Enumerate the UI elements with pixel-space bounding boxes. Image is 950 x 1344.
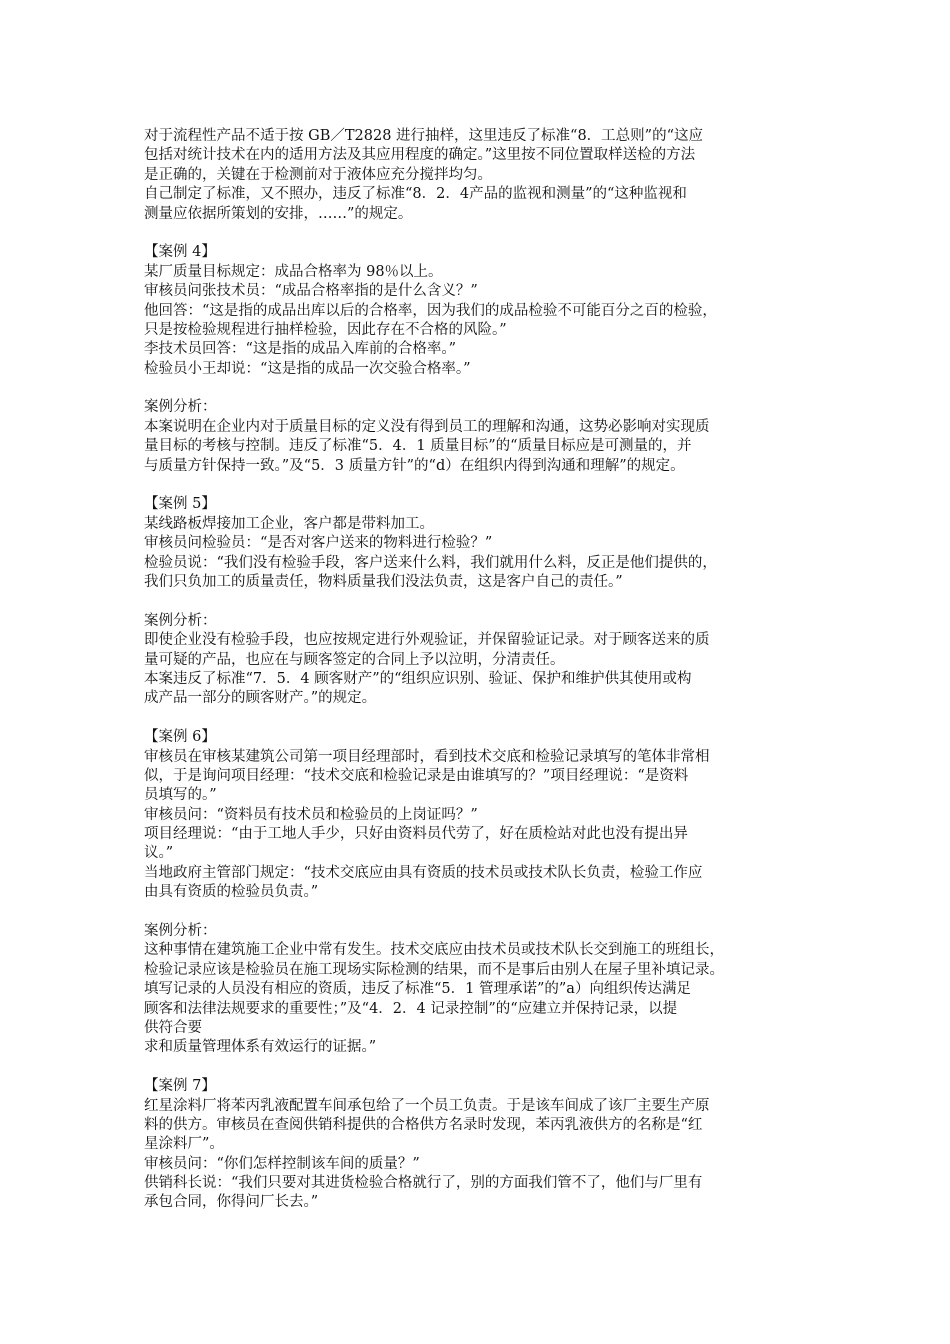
paragraph — [144, 398, 809, 417]
text-line: 对于流程性产品不适于按 GB／T2828 进行抽样，这里违反了标准“8．工总则”的“这应 — [144, 128, 703, 144]
text-line: 审核员问检验员：“是否对客户送来的物料进行检验？” — [144, 535, 493, 552]
paragraph — [144, 534, 809, 553]
text-line: 【案例 7】 — [144, 1078, 216, 1095]
text-line: 他回答：“这是指的成品出库以后的合格率，因为我们的成品检验不可能百分之百的检验， — [144, 302, 717, 319]
blank-line — [144, 709, 809, 728]
text-line: 承包合同，你得问厂长去。” — [144, 1194, 319, 1211]
text-line: 审核员问张技术员：“成品合格率指的是什么含义？” — [144, 283, 478, 300]
paragraph — [144, 941, 809, 1038]
text-line: 供符合要 — [144, 1019, 202, 1036]
paragraph — [144, 631, 809, 670]
text-line: 红星涂料厂将苯丙乳液配置车间承包给了一个员工负责。于是该车间成了该厂主要生产原 — [144, 1097, 710, 1114]
text-line: 议。” — [144, 845, 174, 862]
blank-line — [144, 903, 809, 922]
text-line: 审核员问：“你们怎样控制该车间的质量？” — [144, 1155, 420, 1172]
paragraph — [144, 1097, 809, 1155]
paragraph — [144, 554, 809, 593]
text-line: 这种事情在建筑施工企业中常有发生。技术交底应由技术员或技术队长交到施工的班组长， — [144, 942, 724, 959]
text-line: 即使企业没有检验手段，也应按规定进行外观验证，并保留验证记录。对于顾客送来的质 — [144, 632, 710, 649]
text-line: 某线路板焊接加工企业，客户都是带料加工。 — [144, 515, 434, 532]
paragraph — [144, 340, 809, 359]
paragraph — [144, 1174, 809, 1213]
text-line: 项目经理说：“由于工地人手少，只好由资料员代劳了，好在质检站对此也没有提出异 — [144, 826, 688, 843]
paragraph — [144, 243, 809, 262]
paragraph — [144, 1077, 809, 1096]
text-line: 当地政府主管部门规定：“技术交底应由具有资质的技术员或技术队长负责，检验工作应 — [144, 864, 703, 881]
paragraph — [144, 360, 809, 379]
text-line: 本案违反了标准“7．5．4 顾客财产”的“组织应识别、验证、保护和维护供其使用或构 — [144, 670, 692, 687]
text-line: 量目标的考核与控制。违反了标准“5．4．1 质量目标”的“质量目标应是可测量的，并 — [144, 438, 692, 455]
blank-line — [144, 592, 809, 611]
text-line: 【案例 4】 — [144, 244, 216, 261]
text-line: 某厂质量目标规定：成品合格率为 98％以上。 — [144, 263, 443, 280]
text-line: 自己制定了标准，又不照办，违反了标准“8．2．4产品的监视和测量”的“这种监视和 — [144, 186, 687, 203]
blank-line — [144, 1058, 809, 1077]
text-line: 料的供方。审核员在查阅供销科提供的合格供方名录时发现，苯丙乳液供方的名称是“红 — [144, 1116, 703, 1133]
text-line: 审核员问：“资料员有技术员和检验员的上岗证吗？” — [144, 806, 478, 823]
text-line: 检验员小王却说：“这是指的成品一次交验合格率。” — [144, 360, 471, 377]
paragraph — [144, 302, 809, 341]
paragraph — [144, 922, 809, 941]
text-line: 顾客和法律法规要求的重要性；”及“4．2．4 记录控制”的“应建立并保持记录，以提 — [144, 1000, 678, 1017]
paragraph — [144, 1155, 809, 1174]
text-line: 是正确的，关键在于检测前对于液体应充分搅拌均匀。 — [144, 166, 492, 183]
text-line: 检验员说：“我们没有检验手段，客户送来什么料，我们就用什么料，反正是他们提供的， — [144, 554, 717, 571]
paragraph — [144, 806, 809, 825]
paragraph — [144, 612, 809, 631]
text-line: 成产品一部分的顾客财产。”的规定。 — [144, 690, 377, 707]
paragraph — [144, 282, 809, 301]
text-line: 案例分析： — [144, 923, 217, 940]
paragraph — [144, 728, 809, 747]
text-line: 本案说明在企业内对于质量目标的定义没有得到员工的理解和沟通，这势必影响对实现质 — [144, 418, 710, 435]
text-line: 李技术员回答：“这是指的成品入库前的合格率。” — [144, 341, 457, 358]
text-line: 似，于是询问项目经理：“技术交底和检验记录是由谁填写的？”项目经理说：“是资料 — [144, 767, 689, 784]
paragraph — [144, 495, 809, 514]
text-line: 填写记录的人员没有相应的资质，违反了标准“5．1 管理承诺”的”a）向组织传达满足 — [144, 981, 691, 998]
text-line: 只是按检验规程进行抽样检验，因此存在不合格的风险。” — [144, 321, 507, 338]
blank-line — [144, 476, 809, 495]
text-line: 星涂料厂”。 — [144, 1136, 224, 1153]
paragraph — [144, 748, 809, 806]
text-line: 我们只负加工的质量责任，物料质量我们没法负责，这是客户自己的责任。” — [144, 573, 623, 590]
text-line: 与质量方针保持一致。”及“5．3 质量方针”的“d）在组织内得到沟通和理解”的规定。 — [144, 457, 685, 474]
paragraph — [144, 670, 809, 709]
document-page — [144, 127, 809, 1213]
text-line: 案例分析： — [144, 612, 217, 629]
text-line: 检验记录应该是检验员在施工现场实际检测的结果，而不是事后由别人在屋子里补填记录。 — [144, 961, 724, 978]
paragraph — [144, 1038, 809, 1057]
text-line: 审核员在审核某建筑公司第一项目经理部时，看到技术交底和检验记录填写的笔体非常相 — [144, 748, 710, 765]
paragraph — [144, 515, 809, 534]
blank-line — [144, 379, 809, 398]
text-line: 包括对统计技术在内的适用方法及其应用程度的确定。”这里按不同位置取样送检的方法 — [144, 147, 696, 164]
paragraph — [144, 185, 809, 224]
paragraph — [144, 127, 809, 185]
text-line: 供销科长说：“我们只要对其进货检验合格就行了，别的方面我们管不了，他们与厂里有 — [144, 1175, 703, 1192]
text-line: 【案例 6】 — [144, 729, 216, 746]
text-line: 员填写的。” — [144, 787, 217, 804]
text-line: 【案例 5】 — [144, 496, 216, 513]
text-line: 测量应依据所策划的安排，……”的规定。 — [144, 205, 413, 222]
text-line: 求和质量管理体系有效运行的证据。” — [144, 1039, 377, 1056]
blank-line — [144, 224, 809, 243]
paragraph — [144, 864, 809, 903]
paragraph — [144, 825, 809, 864]
text-line: 由具有资质的检验员负责。” — [144, 884, 319, 901]
paragraph — [144, 418, 809, 476]
text-line: 量可疑的产品，也应在与顾客签定的合同上予以泣明，分清责任。 — [144, 651, 565, 668]
paragraph — [144, 263, 809, 282]
text-line: 案例分析： — [144, 399, 217, 416]
